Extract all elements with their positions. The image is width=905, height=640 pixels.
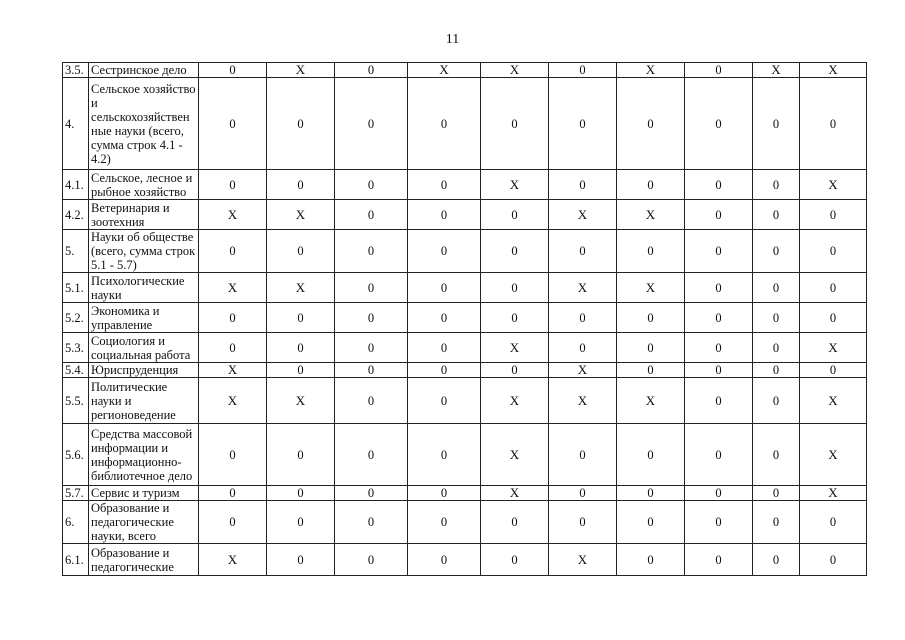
value-cell: 0 xyxy=(800,501,867,544)
value-cell: 0 xyxy=(617,78,685,170)
value-cell: X xyxy=(800,378,867,424)
row-name: Экономика и управление xyxy=(89,303,199,333)
value-cell: 0 xyxy=(408,200,481,230)
value-cell: 0 xyxy=(685,273,753,303)
value-cell: 0 xyxy=(335,78,408,170)
value-cell: 0 xyxy=(481,363,549,378)
value-cell: 0 xyxy=(800,230,867,273)
value-cell: 0 xyxy=(685,501,753,544)
value-cell: 0 xyxy=(549,486,617,501)
row-code: 4. xyxy=(63,78,89,170)
value-cell: 0 xyxy=(335,303,408,333)
row-name: Образование и педагогические науки, всего xyxy=(89,501,199,544)
value-cell: 0 xyxy=(335,378,408,424)
value-cell: 0 xyxy=(335,333,408,363)
value-cell: 0 xyxy=(753,273,800,303)
value-cell: 0 xyxy=(267,544,335,576)
value-cell: 0 xyxy=(335,200,408,230)
value-cell: 0 xyxy=(199,78,267,170)
value-cell: X xyxy=(408,63,481,78)
table-row xyxy=(63,303,867,333)
table-row xyxy=(63,333,867,363)
value-cell: 0 xyxy=(335,363,408,378)
row-name: Сельское, лесное и рыбное хозяйство xyxy=(89,170,199,200)
row-name: Сельское хозяйство и сельскохозяйствен ные науки (всего, сумма строк 4.1 - 4.2) xyxy=(89,78,199,170)
value-cell: 0 xyxy=(685,378,753,424)
value-cell: 0 xyxy=(753,333,800,363)
value-cell: 0 xyxy=(481,303,549,333)
value-cell: 0 xyxy=(617,501,685,544)
row-name: Психологические науки xyxy=(89,273,199,303)
row-name: Социология и социальная работа xyxy=(89,333,199,363)
table-body xyxy=(63,63,867,576)
value-cell: 0 xyxy=(335,424,408,486)
row-code: 6.1. xyxy=(63,544,89,576)
value-cell: 0 xyxy=(685,200,753,230)
value-cell: X xyxy=(800,333,867,363)
value-cell: 0 xyxy=(408,501,481,544)
value-cell: X xyxy=(617,378,685,424)
value-cell: 0 xyxy=(267,303,335,333)
table-row xyxy=(63,230,867,273)
value-cell: 0 xyxy=(753,544,800,576)
value-cell: 0 xyxy=(481,230,549,273)
value-cell: X xyxy=(481,170,549,200)
value-cell: 0 xyxy=(408,170,481,200)
value-cell: X xyxy=(800,63,867,78)
value-cell: X xyxy=(199,363,267,378)
row-code: 5.6. xyxy=(63,424,89,486)
value-cell: 0 xyxy=(753,378,800,424)
value-cell: 0 xyxy=(617,544,685,576)
value-cell: 0 xyxy=(199,424,267,486)
value-cell: 0 xyxy=(199,486,267,501)
value-cell: 0 xyxy=(617,424,685,486)
value-cell: 0 xyxy=(549,78,617,170)
value-cell: X xyxy=(199,200,267,230)
value-cell: 0 xyxy=(408,424,481,486)
value-cell: 0 xyxy=(267,78,335,170)
row-name: Средства массовой информации и информационно-библиотечное дело xyxy=(89,424,199,486)
value-cell: 0 xyxy=(267,501,335,544)
value-cell: 0 xyxy=(335,170,408,200)
value-cell: 0 xyxy=(199,230,267,273)
value-cell: 0 xyxy=(685,424,753,486)
value-cell: 0 xyxy=(335,501,408,544)
table-row xyxy=(63,378,867,424)
row-name: Образование и педагогические xyxy=(89,544,199,576)
value-cell: 0 xyxy=(800,363,867,378)
value-cell: 0 xyxy=(267,424,335,486)
value-cell: 0 xyxy=(753,78,800,170)
value-cell: 0 xyxy=(617,486,685,501)
row-code: 5.2. xyxy=(63,303,89,333)
value-cell: 0 xyxy=(617,170,685,200)
value-cell: X xyxy=(549,544,617,576)
value-cell: 0 xyxy=(753,501,800,544)
value-cell: 0 xyxy=(753,486,800,501)
table-row xyxy=(63,170,867,200)
value-cell: 0 xyxy=(199,170,267,200)
value-cell: 0 xyxy=(199,303,267,333)
value-cell: 0 xyxy=(753,200,800,230)
value-cell: 0 xyxy=(408,486,481,501)
table-row xyxy=(63,486,867,501)
value-cell: 0 xyxy=(549,501,617,544)
value-cell: 0 xyxy=(753,363,800,378)
value-cell: 0 xyxy=(753,303,800,333)
value-cell: X xyxy=(481,486,549,501)
value-cell: 0 xyxy=(685,303,753,333)
value-cell: X xyxy=(549,200,617,230)
value-cell: 0 xyxy=(685,63,753,78)
value-cell: X xyxy=(481,63,549,78)
value-cell: 0 xyxy=(199,63,267,78)
value-cell: X xyxy=(267,273,335,303)
value-cell: X xyxy=(199,378,267,424)
row-code: 5.1. xyxy=(63,273,89,303)
value-cell: X xyxy=(617,63,685,78)
data-table xyxy=(62,62,867,576)
value-cell: 0 xyxy=(408,230,481,273)
table-row xyxy=(63,501,867,544)
row-name: Политические науки и регионоведение xyxy=(89,378,199,424)
value-cell: 0 xyxy=(549,424,617,486)
row-name: Юриспруденция xyxy=(89,363,199,378)
row-code: 5.5. xyxy=(63,378,89,424)
value-cell: 0 xyxy=(617,230,685,273)
value-cell: 0 xyxy=(408,78,481,170)
value-cell: 0 xyxy=(481,78,549,170)
value-cell: 0 xyxy=(549,170,617,200)
value-cell: 0 xyxy=(408,363,481,378)
value-cell: 0 xyxy=(685,486,753,501)
row-code: 3.5. xyxy=(63,63,89,78)
table-row xyxy=(63,273,867,303)
row-name: Ветеринария и зоотехния xyxy=(89,200,199,230)
value-cell: X xyxy=(481,424,549,486)
value-cell: X xyxy=(199,544,267,576)
value-cell: 0 xyxy=(335,544,408,576)
value-cell: 0 xyxy=(685,230,753,273)
value-cell: 0 xyxy=(267,333,335,363)
value-cell: 0 xyxy=(408,333,481,363)
row-code: 5.3. xyxy=(63,333,89,363)
value-cell: 0 xyxy=(408,273,481,303)
value-cell: X xyxy=(800,170,867,200)
value-cell: 0 xyxy=(549,333,617,363)
value-cell: 0 xyxy=(481,544,549,576)
value-cell: 0 xyxy=(617,363,685,378)
value-cell: 0 xyxy=(549,63,617,78)
value-cell: 0 xyxy=(199,501,267,544)
value-cell: 0 xyxy=(685,544,753,576)
value-cell: X xyxy=(267,378,335,424)
value-cell: 0 xyxy=(685,333,753,363)
table-row xyxy=(63,424,867,486)
table-row xyxy=(63,544,867,576)
value-cell: 0 xyxy=(267,170,335,200)
value-cell: 0 xyxy=(408,378,481,424)
value-cell: X xyxy=(753,63,800,78)
row-code: 4.1. xyxy=(63,170,89,200)
value-cell: 0 xyxy=(267,363,335,378)
table-row xyxy=(63,63,867,78)
row-code: 5.7. xyxy=(63,486,89,501)
page-number: 11 xyxy=(445,32,460,47)
value-cell: 0 xyxy=(335,63,408,78)
value-cell: X xyxy=(267,63,335,78)
value-cell: 0 xyxy=(408,544,481,576)
value-cell: 0 xyxy=(800,273,867,303)
value-cell: 0 xyxy=(199,333,267,363)
value-cell: X xyxy=(800,486,867,501)
value-cell: 0 xyxy=(685,363,753,378)
value-cell: X xyxy=(549,363,617,378)
value-cell: 0 xyxy=(617,303,685,333)
value-cell: 0 xyxy=(549,303,617,333)
value-cell: 0 xyxy=(753,170,800,200)
value-cell: X xyxy=(800,424,867,486)
value-cell: 0 xyxy=(335,230,408,273)
value-cell: 0 xyxy=(800,78,867,170)
value-cell: 0 xyxy=(753,230,800,273)
value-cell: X xyxy=(617,273,685,303)
value-cell: 0 xyxy=(481,273,549,303)
value-cell: 0 xyxy=(685,78,753,170)
value-cell: 0 xyxy=(481,200,549,230)
row-code: 4.2. xyxy=(63,200,89,230)
value-cell: 0 xyxy=(800,544,867,576)
row-code: 5. xyxy=(63,230,89,273)
value-cell: 0 xyxy=(267,486,335,501)
value-cell: 0 xyxy=(408,303,481,333)
value-cell: 0 xyxy=(481,501,549,544)
table-row xyxy=(63,78,867,170)
table-row xyxy=(63,200,867,230)
row-name: Сестринское дело xyxy=(89,63,199,78)
row-code: 5.4. xyxy=(63,363,89,378)
value-cell: 0 xyxy=(617,333,685,363)
value-cell: X xyxy=(481,378,549,424)
value-cell: 0 xyxy=(800,303,867,333)
row-code: 6. xyxy=(63,501,89,544)
table-row xyxy=(63,363,867,378)
value-cell: X xyxy=(481,333,549,363)
value-cell: 0 xyxy=(549,230,617,273)
value-cell: X xyxy=(617,200,685,230)
row-name: Сервис и туризм xyxy=(89,486,199,501)
value-cell: 0 xyxy=(800,200,867,230)
value-cell: X xyxy=(199,273,267,303)
value-cell: X xyxy=(549,378,617,424)
value-cell: X xyxy=(549,273,617,303)
value-cell: 0 xyxy=(685,170,753,200)
value-cell: 0 xyxy=(753,424,800,486)
row-name: Науки об обществе (всего, сумма строк 5.1 - 5.7) xyxy=(89,230,199,273)
value-cell: 0 xyxy=(335,273,408,303)
value-cell: 0 xyxy=(267,230,335,273)
value-cell: X xyxy=(267,200,335,230)
value-cell: 0 xyxy=(335,486,408,501)
